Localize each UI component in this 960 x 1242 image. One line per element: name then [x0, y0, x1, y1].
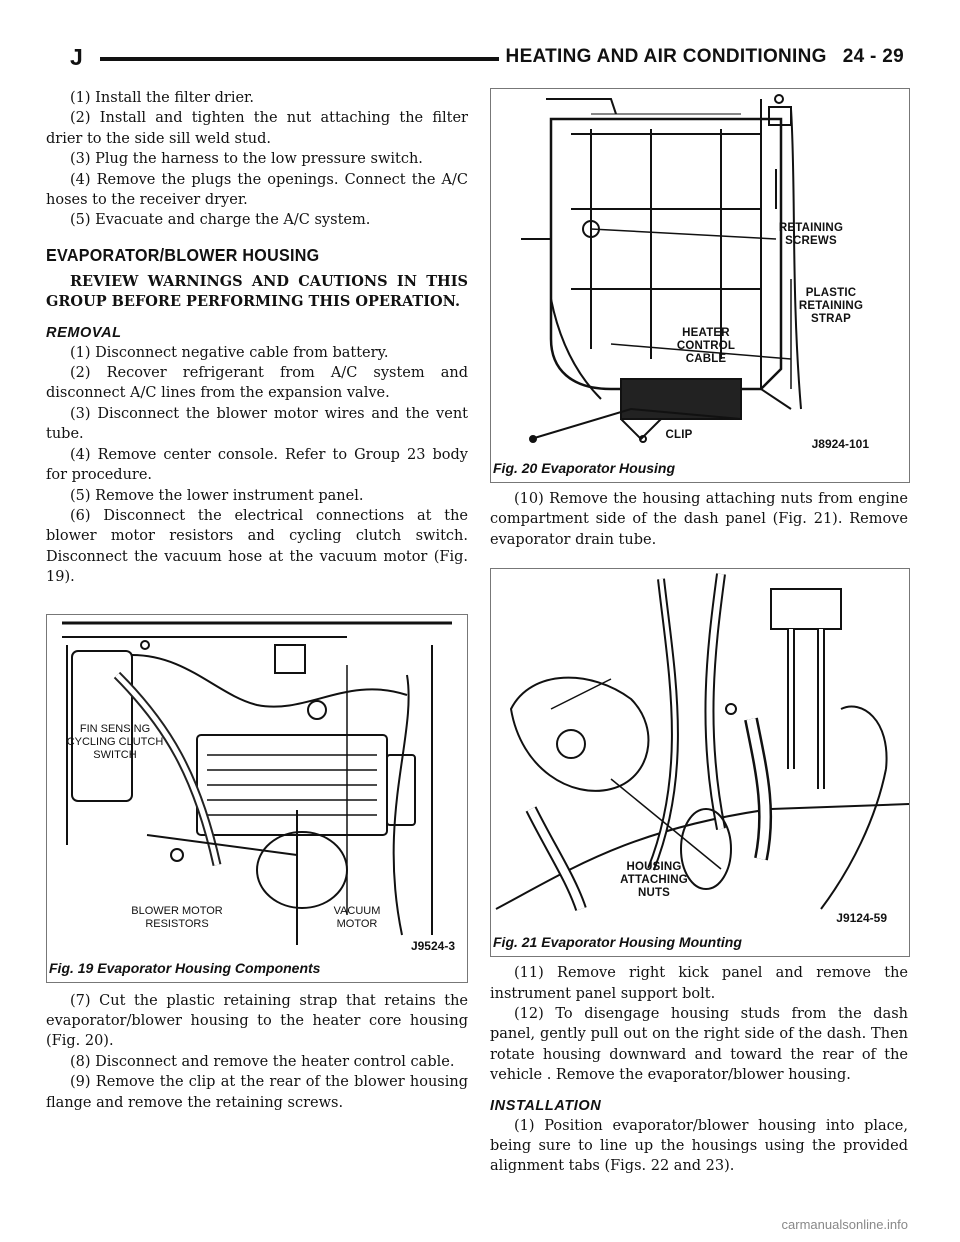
figure-19 [46, 614, 468, 983]
section-heading: EVAPORATOR/BLOWER HOUSING [46, 244, 320, 265]
figure-20 [490, 88, 910, 483]
removal-step-6: (6) Disconnect the electrical connections at the blower motor resistors and cycling clutch switch. Disconnect the vacuum hose at the vacuum motor (Fig. 19). [46, 507, 468, 586]
removal-step-11: (11) Remove right kick panel and remove the instrument panel support bolt. [490, 965, 908, 1002]
removal-heading: REMOVAL [46, 324, 122, 341]
evaporator-components-drawing [47, 615, 467, 957]
label-fin-sensing-switch: FIN SENSING CYCLING CLUTCH SWITCH [66, 722, 164, 761]
header-rule [100, 57, 499, 61]
label-housing-attaching-nuts: HOUSING ATTACHING NUTS [620, 861, 688, 900]
step-install-4: (4) Remove the plugs the openings. Connect the A/C hoses to the receiver dryer. [46, 171, 468, 209]
header-page-number: 24 - 29 [842, 46, 904, 67]
removal-step-10: (10) Remove the housing attaching nuts from engine compartment side of the dash panel (Fig. 21). Remove evaporator drain tube. [490, 491, 908, 548]
evaporator-mounting-drawing [491, 569, 909, 931]
removal-step-7: (7) Cut the plastic retaining strap that retains the evaporator/blower housing to the heater core housing (Fig. 20). [46, 992, 468, 1050]
figure-21 [490, 568, 910, 957]
installation-heading: INSTALLATION [490, 1097, 602, 1114]
step-install-2: (2) Install and tighten the nut attaching the filter drier to the side sill weld stud. [46, 110, 468, 147]
label-blower-motor-resistors: BLOWER MOTOR RESISTORS [131, 904, 223, 930]
removal-step-4: (4) Remove center console. Refer to Group 23 body for procedure. [46, 446, 468, 484]
right-column [490, 88, 908, 1177]
figure-19-caption: Fig. 19 Evaporator Housing Components [49, 959, 321, 976]
figure-19-code: J9524-3 [410, 938, 455, 953]
figure-19-illustration [47, 615, 467, 957]
figure-21-code: J9124-59 [836, 911, 887, 926]
step-install-1: (1) Install the filter drier. [70, 90, 255, 106]
figure-20-illustration [491, 89, 909, 457]
label-retaining-screws: RETAINING SCREWS [778, 222, 844, 247]
label-heater-control-cable: HEATER CONTROL CABLE [676, 327, 736, 365]
removal-step-9: (9) Remove the clip at the rear of the blower housing flange and remove the retaining screws. [46, 1074, 468, 1111]
evaporator-housing-drawing [491, 89, 909, 457]
watermark-link[interactable]: carmanualsonline.info [781, 1217, 908, 1232]
warning-text: REVIEW WARNINGS AND CAUTIONS IN THIS GROUP BEFORE PERFORMING THIS OPERATION. [46, 272, 468, 311]
label-clip: CLIP [665, 429, 693, 441]
header-title [506, 46, 904, 68]
figure-20-code: J8924-101 [811, 437, 869, 451]
removal-step-8: (8) Disconnect and remove the heater control cable. [70, 1053, 455, 1070]
removal-step-1: (1) Disconnect negative cable from battery. [70, 344, 389, 361]
removal-step-12: (12) To disengage housing studs from the dash panel, gently pull out on the right side of the dash. Then rotate housing downward and toward the rear of the vehicle . Remove the evaporator/blower housing. [490, 1006, 908, 1084]
figure-21-caption: Fig. 21 Evaporator Housing Mounting [493, 934, 742, 951]
step-install-5: (5) Evacuate and charge the A/C system. [70, 212, 371, 229]
figure-21-illustration [491, 569, 909, 931]
left-column [46, 88, 468, 1113]
label-vacuum-motor: VACUUM MOTOR [333, 904, 381, 930]
header-letter: J [70, 44, 83, 70]
step-install-3: (3) Plug the harness to the low pressure switch. [70, 151, 423, 168]
figure-20-caption: Fig. 20 Evaporator Housing [493, 460, 676, 476]
installation-step-1: (1) Position evaporator/blower housing into place, being sure to line up the housings using the provided alignment tabs (Figs. 22 and 23). [490, 1117, 908, 1175]
removal-step-2: (2) Recover refrigerant from A/C system and disconnect A/C lines from the expansion valve. [46, 365, 468, 402]
label-plastic-retaining-strap: PLASTIC RETAINING STRAP [798, 287, 864, 325]
removal-step-3: (3) Disconnect the blower motor wires and the vent tube. [46, 405, 468, 443]
page-header [70, 42, 904, 72]
header-section: HEATING AND AIR CONDITIONING [505, 46, 827, 67]
removal-step-5: (5) Remove the lower instrument panel. [70, 487, 364, 504]
